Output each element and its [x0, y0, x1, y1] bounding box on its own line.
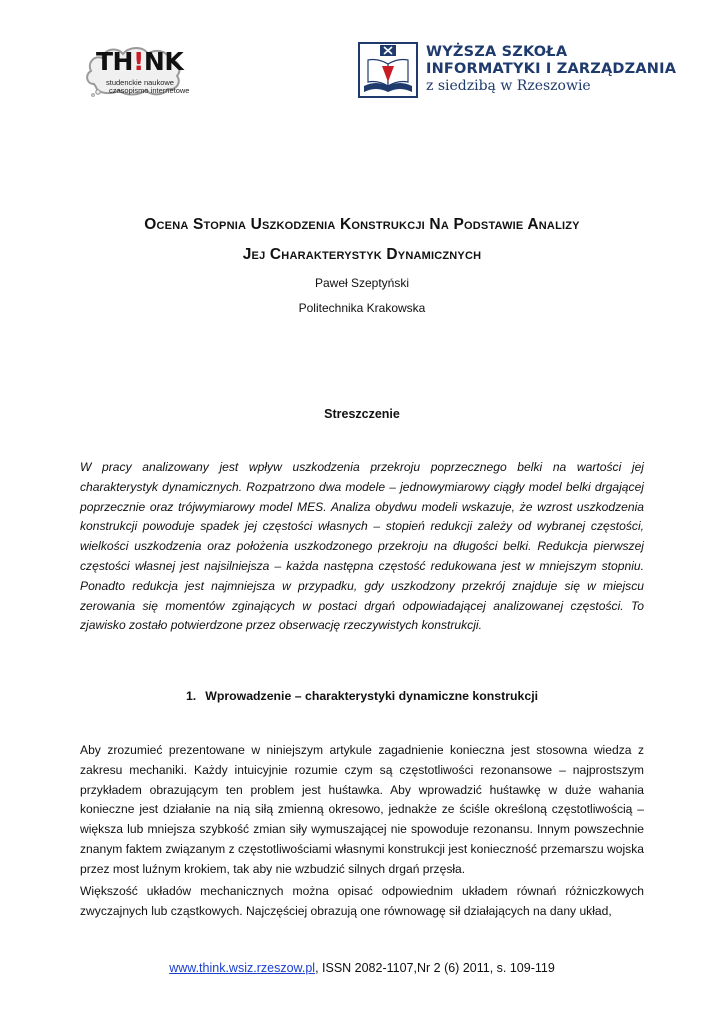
- article-title-line-2: Jej Charakterystyk Dynamicznych: [242, 246, 482, 263]
- page-footer: [80, 961, 644, 975]
- university-location: z siedzibą w Rzeszowie: [426, 78, 591, 94]
- body-paragraph: Większość układów mechanicznych można opisać odpowiednim układem równań różniczkowych zwyczajnych lub cząstkowych. Najczęściej obrazują one równowagę sił działających na dany układ,: [80, 884, 644, 918]
- section-title: Wprowadzenie – charakterystyki dynamiczne konstrukcji: [205, 689, 539, 703]
- university-name-line-1: WYŻSZA SZKOŁA: [426, 44, 568, 60]
- university-emblem-icon: [358, 42, 418, 98]
- citation-info: , ISSN 2082-1107,Nr 2 (6) 2011, s. 109-119: [315, 961, 555, 975]
- think-logo: [84, 44, 194, 98]
- wsiz-logo: [358, 42, 677, 98]
- university-name-line-2: INFORMATYKI I ZARZĄDZANIA: [426, 61, 677, 77]
- journal-website-link[interactable]: www.think.wsiz.rzeszow.pl: [169, 961, 316, 975]
- think-tagline-2: czasopismo internetowe: [109, 86, 190, 95]
- think-tagline-1: studenckie naukowe: [106, 78, 174, 87]
- article-title-line-1: Ocena Stopnia Uszkodzenia Konstrukcji Na Podstawie Analizy: [144, 216, 580, 233]
- abstract-text: W pracy analizowany jest wpływ uszkodzenia przekroju poprzecznego belki na wartości jej charakterystyk dynamicznych. Rozpatrzono dwa modele – jednowymiarowy ciągły model belki drgającej poprzecznie oraz trójwymiarowy model MES. Analiza obydwu modeli wskazuje, że wzrost uszkodzenia konstrukcji powoduje spadek jej częstości własnych – stopień redukcji zależy od wybranej częstości, wielkości uszkodzenia oraz położenia uszkodzonego przekroju na długości belki. Redukcja pierwszej częstości własnej jest najsilniejsza – każda następna częstość redukowana jest w mniejszym stopniu. Ponadto redukcja jest najmniejsza w przypadku, gdy uszkodzony przekrój znajduje się w miejscu zerowania się momentów zginających w postaci drgań odpowiadającej analizowanej częstości. To zjawisko zostało potwierdzone przez obserwację rzeczywistych konstrukcji.: [80, 460, 644, 633]
- abstract-heading: Streszczenie: [324, 407, 400, 421]
- university-name: [426, 44, 676, 95]
- body-paragraph: Aby zrozumieć prezentowane w niniejszym artykule zagadnienie konieczna jest stosowna wiedza z zakresu mechaniki. Każdy intuicyjnie rozumie czym są częstotliwości rezonansowe – najprostszym przykładem obrazującym ten problem jest huśtawka. Aby wprowadzić huśtawkę w duże wahania konieczne jest działanie na nią siłą zmienną okresowo, jednakże ze ściśle określoną częstotliwością – większa lub mniejsza szybkość zmian siły wymuszającej nie spowoduje rezonansu. Innym powszechnie znanym faktem związanym z częstotliwościami własnymi konstrukcji jest konieczność przemarszu wojska przez most luźnym krokiem, tak aby nie wzbudzić silnych drgań przęsła.: [80, 743, 644, 876]
- think-wordmark: TH!NK: [96, 47, 184, 76]
- section-number: 1.: [185, 689, 197, 703]
- author-affiliation: Politechnika Krakowska: [298, 301, 426, 315]
- section-heading: [80, 689, 644, 703]
- author-name: Paweł Szeptyński: [314, 276, 410, 290]
